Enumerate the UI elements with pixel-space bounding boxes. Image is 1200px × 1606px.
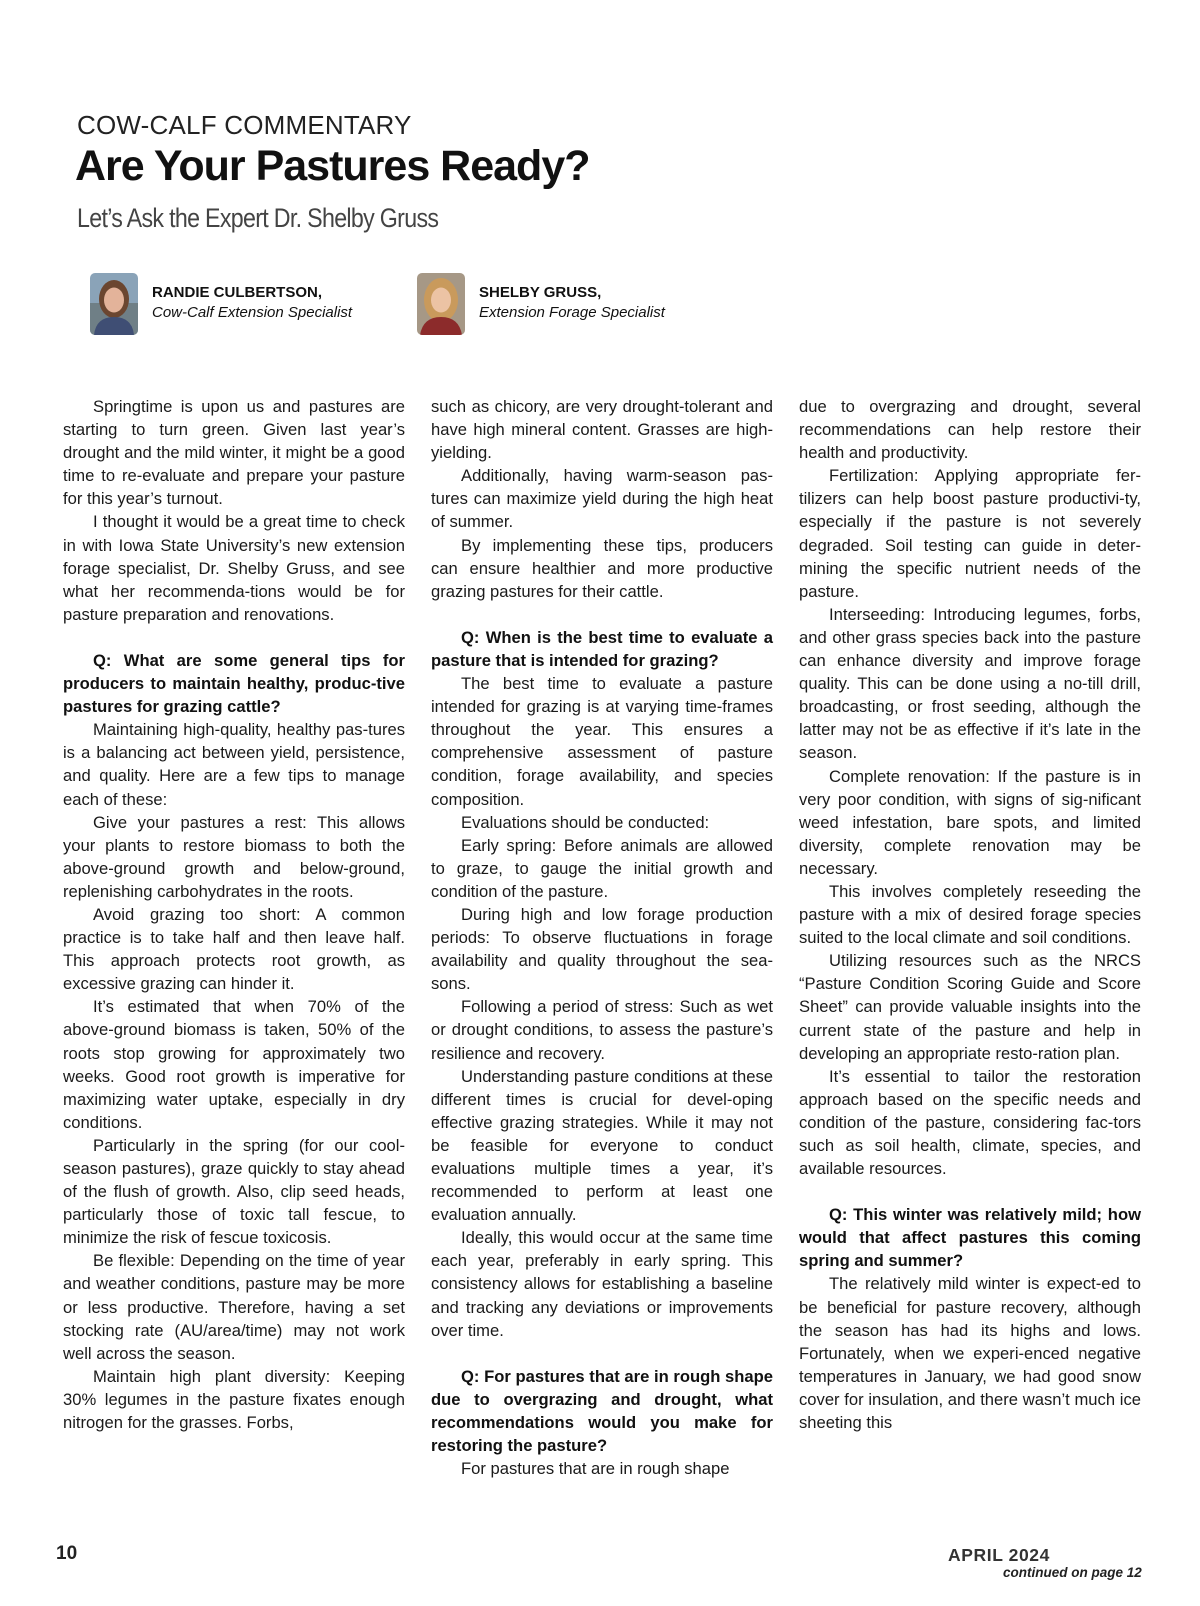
paragraph: Complete renovation: If the pasture is in very poor condition, with signs of sig-nificant weed infestation, bare spots, and limited diversity, complete renovation may be necessary. bbox=[799, 766, 1141, 878]
paragraph: Give your pastures a rest: This allows your plants to restore biomass to both the above-ground growth and below-ground, replenishing carbohydrates in the roots. bbox=[63, 812, 405, 901]
paragraph: such as chicory, are very drought-tolerant and have high mineral content. Grasses are high-yielding. bbox=[431, 397, 773, 463]
paragraph: By implementing these tips, producers can ensure healthier and more productive grazing pastures for their cattle. bbox=[431, 535, 773, 601]
paragraph: Following a period of stress: Such as wet or drought conditions, to assess the pasture’s resilience and recovery. bbox=[431, 997, 773, 1063]
paragraph: due to overgrazing and drought, several recommendations can help restore their health and productivity. bbox=[799, 397, 1141, 463]
paragraph: The best time to evaluate a pasture intended for grazing is at varying time-frames throughout the year. This ensures a comprehensive assessment of pasture condition, forage availability, and species composition. bbox=[431, 674, 773, 809]
author-role: Extension Forage Specialist bbox=[479, 304, 665, 321]
page-number: 10 bbox=[56, 1543, 78, 1564]
author-role: Cow-Calf Extension Specialist bbox=[152, 304, 353, 321]
continued-note: continued on page 12 bbox=[1003, 1565, 1142, 1580]
author-name: RANDIE CULBERTSON, bbox=[152, 284, 323, 301]
paragraph: The relatively mild winter is expect-ed to be beneficial for pasture recovery, although the season has had its highs and lows. Fortunately, when we experi-enced negative temperatures in January, we had good snow cover for insulation, and there wasn’t much ice sheeting this bbox=[799, 1274, 1141, 1433]
paragraph: Maintain high plant diversity: Keeping 30% legumes in the pasture fixates enough nitrogen for the grasses. Forbs, bbox=[63, 1366, 405, 1433]
paragraph: Evaluations should be conducted: bbox=[461, 812, 710, 832]
paragraph: This involves completely reseeding the pasture with a mix of desired forage species suited to the local climate and soil conditions. bbox=[799, 881, 1141, 948]
section-kicker: COW-CALF COMMENTARY bbox=[77, 110, 412, 140]
paragraph: Ideally, this would occur at the same time each year, preferably in early spring. This consistency allows for establishing a baseline and tracking any deviations or improvements over time. bbox=[431, 1228, 773, 1340]
paragraph: Utilizing resources such as the NRCS “Pasture Condition Scoring Guide and Score Sheet” can provide valuable insights into the current state of the pasture and help in developing an appropriate resto-ration plan. bbox=[799, 951, 1141, 1063]
paragraph: Maintaining high-quality, healthy pas-tures is a balancing act between yield, persistence, and quality. Here are a few tips to manage each of these: bbox=[63, 720, 405, 809]
paragraph: It’s estimated that when 70% of the above-ground biomass is taken, 50% of the roots stop growing for approximately two weeks. Good root growth is imperative for maximizing water uptake, especially in dry conditions. bbox=[63, 997, 405, 1132]
article-column-1 bbox=[63, 395, 405, 1434]
issue-date: APRIL 2024 bbox=[948, 1545, 1050, 1565]
paragraph: Be flexible: Depending on the time of year and weather conditions, pasture may be more or less productive. Therefore, having a set stocking rate (AU/area/time) may not work well across the season. bbox=[63, 1251, 405, 1363]
paragraph: Interseeding: Introducing legumes, forbs, and other grass species back into the pasture can enhance diversity and improve forage quality. This can be done using a no-till drill, broadcasting, or frost seeding, although the latter may not be as effective if it’s late in the season. bbox=[799, 604, 1141, 763]
interview-question: Q: For pastures that are in rough shape due to overgrazing and drought, what recommendations would you make for restoring the pasture? bbox=[431, 1366, 773, 1456]
article-subtitle: Let’s Ask the Expert Dr. Shelby Gruss bbox=[77, 203, 439, 233]
interview-question: Q: This winter was relatively mild; how would that affect pastures this coming spring and summer? bbox=[799, 1205, 1141, 1271]
paragraph: Early spring: Before animals are allowed to graze, to gauge the initial growth and condition of the pasture. bbox=[431, 835, 773, 901]
paragraph: Particularly in the spring (for our cool-season pastures), graze quickly to stay ahead of the flush of growth. Also, clip seed heads, particularly those of toxic tall fescue, to minimize the risk of fescue toxicosis. bbox=[63, 1135, 405, 1248]
paragraph: Fertilization: Applying appropriate fer-tilizers can help boost pasture productivi-ty, especially if the pasture is not severely degraded. Soil testing can guide in deter-mining the specific nutrient needs of the pasture. bbox=[799, 466, 1141, 601]
paragraph: During high and low forage production periods: To observe fluctuations in forage availability and quality throughout the sea-sons. bbox=[431, 904, 773, 994]
paragraph: Understanding pasture conditions at these different times is crucial for devel-oping effective grazing strategies. While it may not be feasible for everyone to conduct evaluations multiple times a year, it’s recommended to perform at least one evaluation annually. bbox=[431, 1066, 773, 1225]
paragraph: Springtime is upon us and pastures are starting to turn green. Given last year’s drought and the mild winter, it might be a good time to re-evaluate and prepare your pasture for this year’s turnout. bbox=[63, 397, 405, 509]
article-title: Are Your Pastures Ready? bbox=[75, 142, 590, 190]
author-photo-culbertson bbox=[90, 273, 138, 335]
paragraph: Additionally, having warm-season pas-tures can maximize yield during the high heat of summer. bbox=[431, 466, 773, 532]
interview-question: Q: What are some general tips for producers to maintain healthy, produc-tive pastures for grazing cattle? bbox=[63, 650, 405, 717]
interview-question: Q: When is the best time to evaluate a pasture that is intended for grazing? bbox=[431, 627, 773, 670]
author-photo-gruss bbox=[417, 273, 465, 335]
paragraph: I thought it would be a great time to check in with Iowa State University’s new extension forage specialist, Dr. Shelby Gruss, and see what her recommenda-tions would be for pasture preparation and renovations. bbox=[63, 512, 405, 624]
article-column-3 bbox=[799, 395, 1141, 1434]
paragraph: It’s essential to tailor the restoration approach based on the specific needs and condition of the pasture, considering fac-tors such as soil health, climate, species, and available resources. bbox=[799, 1066, 1141, 1179]
paragraph: For pastures that are in rough shape bbox=[461, 1459, 730, 1479]
article-column-2 bbox=[431, 395, 773, 1480]
author-name: SHELBY GRUSS, bbox=[479, 284, 602, 301]
paragraph: Avoid grazing too short: A common practice is to take half and then leave half. This approach protects root growth, as excessive grazing can hinder it. bbox=[63, 904, 405, 994]
